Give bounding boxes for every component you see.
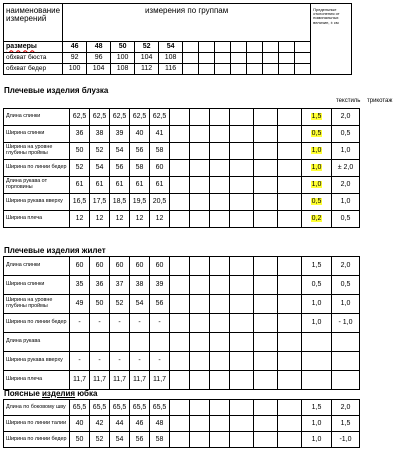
tolerance-textile xyxy=(302,177,332,194)
empty-cell xyxy=(190,177,210,194)
tolerance-textile xyxy=(302,126,332,143)
empty-cell xyxy=(210,194,230,211)
tolerance-textile xyxy=(302,371,332,390)
empty-cell xyxy=(210,416,230,432)
cell-value: 104 xyxy=(87,64,111,75)
cell-value: 62,5 xyxy=(90,109,110,126)
tolerance-textile xyxy=(302,194,332,211)
table-row xyxy=(4,352,360,371)
cell-value: 16,5 xyxy=(70,194,90,211)
cell-value: 62,5 xyxy=(150,109,170,126)
empty-cell xyxy=(254,143,278,160)
cell-value: 18,5 xyxy=(110,194,130,211)
empty-cell xyxy=(254,126,278,143)
empty-cell xyxy=(254,211,278,228)
section-title-skirt xyxy=(4,389,97,398)
empty-cell xyxy=(254,371,278,390)
cell-value: 116 xyxy=(159,64,183,75)
tolerance-textile: 1,0 xyxy=(302,314,332,333)
cell-value: 37 xyxy=(110,276,130,295)
size-value: 50 xyxy=(111,42,135,53)
cell-value: 92 xyxy=(63,53,87,64)
cell-value: - xyxy=(70,314,90,333)
table-row xyxy=(4,314,360,333)
empty-cell xyxy=(170,143,190,160)
empty-cell xyxy=(254,257,278,276)
empty-cell xyxy=(170,211,190,228)
cell-value: - xyxy=(110,352,130,371)
table-row xyxy=(4,177,360,194)
cell-value: 58 xyxy=(130,160,150,177)
cell-value: 61 xyxy=(150,177,170,194)
empty-cell xyxy=(254,177,278,194)
cell-value: 108 xyxy=(111,64,135,75)
table-row xyxy=(4,400,360,416)
empty-cell xyxy=(254,416,278,432)
cell-value: 52 xyxy=(90,143,110,160)
empty-cell xyxy=(190,352,210,371)
tolerance-textile xyxy=(302,143,332,160)
tolerance-knit: 1,0 xyxy=(332,194,360,211)
empty-cell xyxy=(230,194,254,211)
cell-value: 11,7 xyxy=(150,371,170,390)
vest-table xyxy=(3,256,360,390)
cell-value xyxy=(130,333,150,352)
cell-value: 104 xyxy=(135,53,159,64)
empty-cell xyxy=(278,211,302,228)
measurement-label: Длина спинки xyxy=(4,109,70,126)
tolerance-knit: ± 2,0 xyxy=(332,160,360,177)
cell-value: - xyxy=(130,314,150,333)
cell-value: 38 xyxy=(90,126,110,143)
measurement-label: Ширина спинки xyxy=(4,276,70,295)
empty-cell xyxy=(254,295,278,314)
cell-value: 50 xyxy=(90,295,110,314)
empty-cell xyxy=(278,194,302,211)
tolerance-knit: 2,0 xyxy=(332,177,360,194)
table-row xyxy=(4,194,360,211)
measurement-label: Ширина спинки xyxy=(4,126,70,143)
table-row xyxy=(4,276,360,295)
cell-value: 60 xyxy=(150,257,170,276)
empty-cell xyxy=(210,276,230,295)
cell-value: 56 xyxy=(130,143,150,160)
measurement-label: Ширина плеча xyxy=(4,371,70,390)
empty-cell xyxy=(170,257,190,276)
tolerance-knit: 2,0 xyxy=(332,257,360,276)
cell-value: - xyxy=(150,314,170,333)
empty-cell xyxy=(190,211,210,228)
tolerance-textile-value: 1,0 xyxy=(311,181,322,189)
empty-cell xyxy=(190,314,210,333)
header-title: наименование измерений xyxy=(4,4,63,42)
empty-cell xyxy=(170,177,190,194)
tolerance-knit: 0,5 xyxy=(332,211,360,228)
table-row xyxy=(4,295,360,314)
empty-cell xyxy=(230,416,254,432)
empty-cell xyxy=(210,211,230,228)
section-title-blouse: Плечевые изделия блузка xyxy=(4,86,109,95)
tolerance-textile-value: 0,5 xyxy=(311,198,322,206)
tolerance-knit xyxy=(332,352,360,371)
cell-value: 100 xyxy=(63,64,87,75)
empty-cell xyxy=(210,295,230,314)
empty-cell xyxy=(230,126,254,143)
cell-value xyxy=(150,333,170,352)
empty-cell xyxy=(254,432,278,448)
empty-cell xyxy=(278,371,302,390)
measurement-label: Ширина плеча xyxy=(4,211,70,228)
cell-value: 61 xyxy=(70,177,90,194)
empty-cell xyxy=(190,194,210,211)
cell-value: 50 xyxy=(70,143,90,160)
measurement-label: Ширина по линии бедер xyxy=(4,160,70,177)
empty-cell xyxy=(254,333,278,352)
empty-cell xyxy=(230,177,254,194)
tolerance-textile-value: 1,5 xyxy=(311,113,322,121)
measurement-label: Ширина по линии бедер xyxy=(4,314,70,333)
tolerance-knit: 1,0 xyxy=(332,295,360,314)
empty-cell xyxy=(170,314,190,333)
header-table xyxy=(3,3,352,75)
tolerance-textile: 1,5 xyxy=(302,400,332,416)
tolerance-knit xyxy=(332,371,360,390)
cell-value: 60 xyxy=(130,257,150,276)
measurement-label: Ширина рукава вверху xyxy=(4,352,70,371)
empty-cell xyxy=(170,432,190,448)
cell-value: 56 xyxy=(130,432,150,448)
cell-value: 48 xyxy=(150,416,170,432)
empty-cell xyxy=(170,276,190,295)
cell-value: 12 xyxy=(110,211,130,228)
empty-cell xyxy=(278,333,302,352)
empty-cell xyxy=(230,211,254,228)
cell-value: 40 xyxy=(70,416,90,432)
cell-value: 12 xyxy=(70,211,90,228)
empty-cell xyxy=(210,432,230,448)
cell-value: 12 xyxy=(150,211,170,228)
section-title-underlined: изделия xyxy=(41,389,76,398)
empty-cell xyxy=(278,143,302,160)
table-row xyxy=(4,416,360,432)
cell-value: 65,5 xyxy=(150,400,170,416)
empty-cell xyxy=(278,177,302,194)
empty-cell xyxy=(210,143,230,160)
cell-value: 65,5 xyxy=(90,400,110,416)
measurement-label: Длина рукава от горловины xyxy=(4,177,70,194)
empty-cell xyxy=(170,295,190,314)
cell-value: 54 xyxy=(110,143,130,160)
table-row xyxy=(4,371,360,390)
empty-cell xyxy=(170,194,190,211)
cell-value: 60 xyxy=(90,257,110,276)
tolerance-knit: - 1,0 xyxy=(332,314,360,333)
cell-value: 56 xyxy=(110,160,130,177)
empty-cell xyxy=(230,314,254,333)
cell-value: 35 xyxy=(70,276,90,295)
cell-value: 17,5 xyxy=(90,194,110,211)
empty-cell xyxy=(170,333,190,352)
cell-value: 42 xyxy=(90,416,110,432)
empty-cell xyxy=(170,160,190,177)
cell-value: 60 xyxy=(70,257,90,276)
cell-value xyxy=(110,333,130,352)
empty-cell xyxy=(170,400,190,416)
table-row xyxy=(4,257,360,276)
empty-cell xyxy=(254,109,278,126)
cell-value: 54 xyxy=(110,432,130,448)
size-value: 52 xyxy=(135,42,159,53)
size-value: 46 xyxy=(63,42,87,53)
empty-cell xyxy=(230,400,254,416)
empty-cell xyxy=(190,333,210,352)
tolerance-knit: 1,0 xyxy=(332,143,360,160)
empty-cell xyxy=(278,109,302,126)
cell-value: 12 xyxy=(130,211,150,228)
cell-value: 54 xyxy=(90,160,110,177)
empty-cell xyxy=(210,333,230,352)
column-header-textile: текстиль xyxy=(336,98,361,104)
tolerance-knit: 1,5 xyxy=(332,416,360,432)
empty-cell xyxy=(210,160,230,177)
cell-value: 56 xyxy=(150,295,170,314)
empty-cell xyxy=(170,371,190,390)
measurement-label: Длина по боковому шву xyxy=(4,400,70,416)
sizes-row xyxy=(4,42,352,53)
cell-value: 61 xyxy=(130,177,150,194)
cell-value: 11,7 xyxy=(130,371,150,390)
tolerance-knit xyxy=(332,333,360,352)
empty-cell xyxy=(254,194,278,211)
empty-cell xyxy=(190,109,210,126)
cell-value: 36 xyxy=(70,126,90,143)
cell-value: 61 xyxy=(90,177,110,194)
tolerance-textile: 0,5 xyxy=(302,276,332,295)
empty-cell xyxy=(278,416,302,432)
cell-value: 112 xyxy=(135,64,159,75)
tolerance-textile: 1,5 xyxy=(302,257,332,276)
measurement-label: Ширина по линии бедер xyxy=(4,432,70,448)
empty-cell xyxy=(230,257,254,276)
measurement-label: Ширина по линии талии xyxy=(4,416,70,432)
cell-value: - xyxy=(90,352,110,371)
tolerance-knit: -1,0 xyxy=(332,432,360,448)
table-row xyxy=(4,53,352,64)
table-row xyxy=(4,432,360,448)
table-row xyxy=(4,143,360,160)
empty-cell xyxy=(278,276,302,295)
empty-cell xyxy=(190,432,210,448)
table-row xyxy=(4,109,360,126)
cell-value xyxy=(90,333,110,352)
empty-cell xyxy=(190,400,210,416)
empty-cell xyxy=(278,295,302,314)
cell-value: 58 xyxy=(150,432,170,448)
cell-value: 39 xyxy=(150,276,170,295)
empty-cell xyxy=(170,126,190,143)
empty-cell xyxy=(190,143,210,160)
measurement-label: Ширина на уровне глубины проймы xyxy=(4,143,70,160)
cell-value: 65,5 xyxy=(130,400,150,416)
tolerance-textile-value: 1,0 xyxy=(311,164,322,172)
cell-value: - xyxy=(130,352,150,371)
measurement-label: Ширина рукава вверху xyxy=(4,194,70,211)
column-header-knit: трикотаж xyxy=(367,98,393,104)
tolerance-knit: 2,0 xyxy=(332,109,360,126)
empty-cell xyxy=(190,371,210,390)
measurement-label: обхват бюста xyxy=(4,53,63,64)
empty-cell xyxy=(170,109,190,126)
empty-cell xyxy=(210,400,230,416)
size-value: 54 xyxy=(159,42,183,53)
cell-value: 58 xyxy=(150,143,170,160)
empty-cell xyxy=(254,400,278,416)
cell-value: 62,5 xyxy=(70,109,90,126)
empty-cell xyxy=(210,177,230,194)
tolerance-knit: 0,5 xyxy=(332,126,360,143)
empty-cell xyxy=(278,432,302,448)
empty-cell xyxy=(190,295,210,314)
cell-value: 60 xyxy=(110,257,130,276)
cell-value: 39 xyxy=(110,126,130,143)
empty-cell xyxy=(230,143,254,160)
empty-cell xyxy=(278,400,302,416)
empty-cell xyxy=(230,160,254,177)
skirt-table xyxy=(3,399,360,448)
empty-cell xyxy=(210,257,230,276)
tolerance-textile: 1,0 xyxy=(302,416,332,432)
cell-value: 96 xyxy=(87,53,111,64)
empty-cell xyxy=(210,371,230,390)
cell-value: 100 xyxy=(111,53,135,64)
cell-value: 52 xyxy=(90,432,110,448)
table-row xyxy=(4,211,360,228)
empty-cell xyxy=(278,126,302,143)
cell-value: 12 xyxy=(90,211,110,228)
empty-cell xyxy=(230,295,254,314)
empty-cell xyxy=(210,126,230,143)
cell-value: 36 xyxy=(90,276,110,295)
cell-value: 44 xyxy=(110,416,130,432)
tolerance-textile xyxy=(302,160,332,177)
empty-cell xyxy=(210,314,230,333)
section-title-vest: Плечевые изделия жилет xyxy=(4,246,106,255)
measurement-label: Длина спинки xyxy=(4,257,70,276)
cell-value: 62,5 xyxy=(110,109,130,126)
empty-cell xyxy=(230,276,254,295)
empty-cell xyxy=(230,333,254,352)
empty-cell xyxy=(210,109,230,126)
cell-value: 11,7 xyxy=(110,371,130,390)
cell-value: 65,5 xyxy=(110,400,130,416)
empty-cell xyxy=(170,352,190,371)
cell-value: 38 xyxy=(130,276,150,295)
tolerance-textile xyxy=(302,211,332,228)
tolerance-textile: 1,0 xyxy=(302,295,332,314)
empty-cell xyxy=(230,432,254,448)
tolerance-textile-value: 0,2 xyxy=(311,215,322,223)
empty-cell xyxy=(278,314,302,333)
sizes-label: размеры xyxy=(6,43,37,51)
tolerance-textile: 1,0 xyxy=(302,432,332,448)
cell-value: - xyxy=(70,352,90,371)
cell-value xyxy=(70,333,90,352)
size-value: 48 xyxy=(87,42,111,53)
cell-value: 20,5 xyxy=(150,194,170,211)
table-row xyxy=(4,160,360,177)
cell-value: 62,5 xyxy=(130,109,150,126)
cell-value: 108 xyxy=(159,53,183,64)
empty-cell xyxy=(254,160,278,177)
tolerance-textile xyxy=(302,352,332,371)
table-row xyxy=(4,64,352,75)
empty-cell xyxy=(190,257,210,276)
cell-value: 54 xyxy=(130,295,150,314)
empty-cell xyxy=(170,416,190,432)
empty-cell xyxy=(278,352,302,371)
empty-cell xyxy=(230,371,254,390)
tolerance-textile xyxy=(302,109,332,126)
tolerance-textile-value: 0,5 xyxy=(311,130,322,138)
empty-cell xyxy=(190,276,210,295)
cell-value: 19,5 xyxy=(130,194,150,211)
empty-cell xyxy=(190,126,210,143)
blouse-table xyxy=(3,108,360,228)
empty-cell xyxy=(190,416,210,432)
tolerance-knit: 0,5 xyxy=(332,276,360,295)
header-note: Предельные отклонения от номинальных величин, ± см xyxy=(311,4,352,75)
cell-value: 40 xyxy=(130,126,150,143)
empty-cell xyxy=(190,160,210,177)
cell-value: 52 xyxy=(110,295,130,314)
cell-value: 50 xyxy=(70,432,90,448)
section-title-suffix: юбка xyxy=(75,389,98,398)
cell-value: 11,7 xyxy=(90,371,110,390)
empty-cell xyxy=(254,314,278,333)
cell-value: - xyxy=(90,314,110,333)
cell-value: 41 xyxy=(150,126,170,143)
empty-cell xyxy=(254,276,278,295)
cell-value: 46 xyxy=(130,416,150,432)
empty-cell xyxy=(230,109,254,126)
cell-value: 60 xyxy=(150,160,170,177)
measurement-label: Ширина на уровне глубины проймы xyxy=(4,295,70,314)
cell-value: 52 xyxy=(70,160,90,177)
cell-value: 61 xyxy=(110,177,130,194)
cell-value: 65,5 xyxy=(70,400,90,416)
cell-value: 11,7 xyxy=(70,371,90,390)
table-row xyxy=(4,333,360,352)
empty-cell xyxy=(254,352,278,371)
table-row xyxy=(4,126,360,143)
empty-cell xyxy=(278,160,302,177)
empty-cell xyxy=(278,257,302,276)
header-groups-label: измерения по группам xyxy=(63,4,311,42)
cell-value: - xyxy=(150,352,170,371)
cell-value: - xyxy=(110,314,130,333)
empty-cell xyxy=(210,352,230,371)
measurement-label: обхват бедер xyxy=(4,64,63,75)
section-title-prefix: Поясные xyxy=(4,389,42,398)
measurement-label: Длина рукава xyxy=(4,333,70,352)
empty-cell xyxy=(230,352,254,371)
cell-value: 49 xyxy=(70,295,90,314)
tolerance-knit: 2,0 xyxy=(332,400,360,416)
tolerance-textile-value: 1,0 xyxy=(311,147,322,155)
tolerance-textile xyxy=(302,333,332,352)
